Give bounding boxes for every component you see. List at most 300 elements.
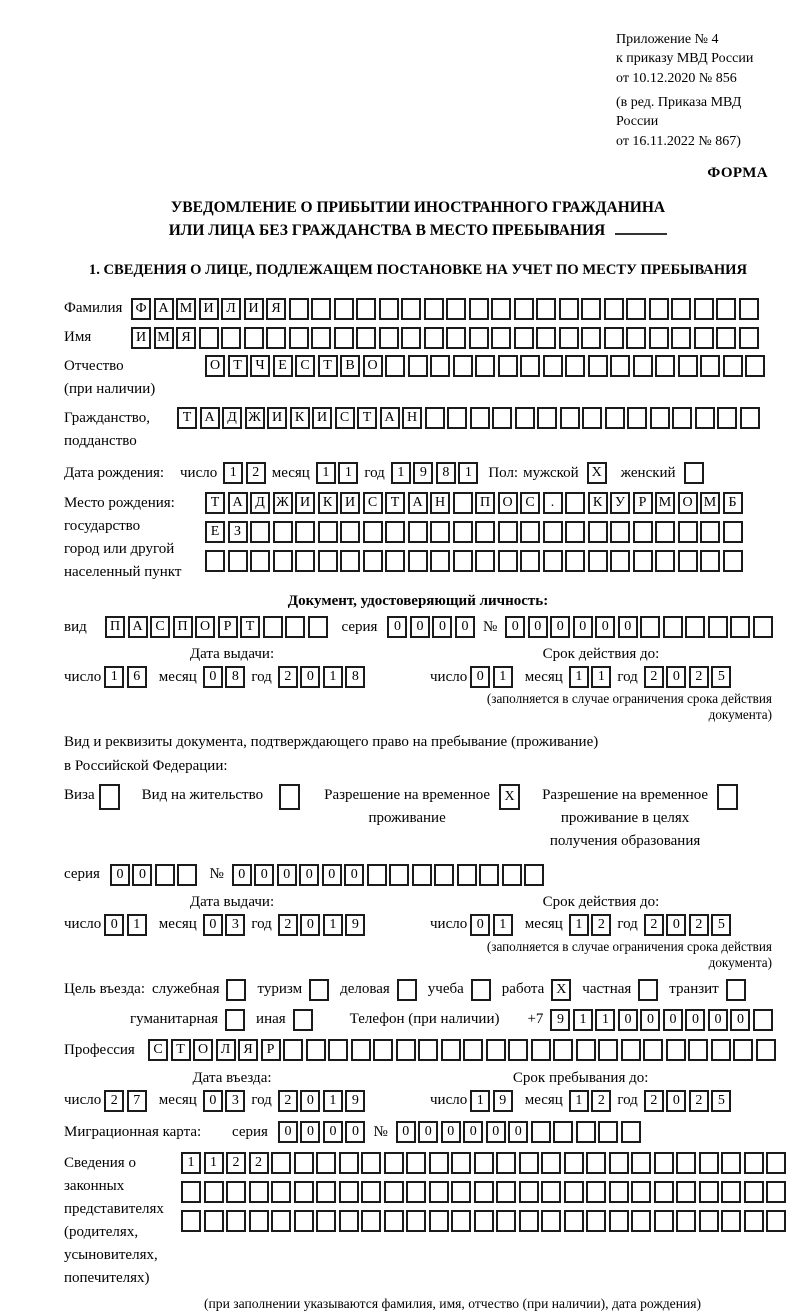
char-cell[interactable] bbox=[295, 521, 315, 543]
char-cell[interactable]: М bbox=[655, 492, 675, 514]
char-cell[interactable] bbox=[604, 298, 624, 320]
char-cell[interactable] bbox=[514, 327, 534, 349]
char-cell[interactable] bbox=[334, 298, 354, 320]
char-cell[interactable] bbox=[699, 1210, 719, 1232]
char-cell[interactable]: 5 bbox=[711, 666, 731, 688]
char-cell[interactable] bbox=[453, 521, 473, 543]
char-cell[interactable] bbox=[318, 521, 338, 543]
char-cell[interactable] bbox=[396, 1039, 416, 1061]
char-cell[interactable] bbox=[457, 864, 477, 886]
char-cell[interactable] bbox=[451, 1210, 471, 1232]
char-cell[interactable]: 0 bbox=[455, 616, 475, 638]
char-cell[interactable] bbox=[588, 355, 608, 377]
char-cell[interactable] bbox=[519, 1181, 539, 1203]
char-cell[interactable] bbox=[678, 355, 698, 377]
char-cell[interactable]: В bbox=[340, 355, 360, 377]
char-cell[interactable]: Л bbox=[221, 298, 241, 320]
char-cell[interactable] bbox=[721, 1181, 741, 1203]
char-cell[interactable]: И bbox=[199, 298, 219, 320]
char-cell[interactable]: 1 bbox=[458, 462, 478, 484]
char-cell[interactable] bbox=[328, 1039, 348, 1061]
char-cell[interactable]: 1 bbox=[323, 666, 343, 688]
char-cell[interactable]: С bbox=[295, 355, 315, 377]
char-cell[interactable] bbox=[649, 298, 669, 320]
char-cell[interactable] bbox=[586, 1210, 606, 1232]
char-cell[interactable] bbox=[678, 521, 698, 543]
char-cell[interactable]: 2 bbox=[644, 1090, 664, 1112]
char-cell[interactable]: 8 bbox=[225, 666, 245, 688]
char-cell[interactable]: 1 bbox=[470, 1090, 490, 1112]
char-cell[interactable] bbox=[564, 1210, 584, 1232]
char-cell[interactable]: X bbox=[499, 784, 520, 810]
char-cell[interactable] bbox=[496, 1210, 516, 1232]
char-cell[interactable] bbox=[491, 298, 511, 320]
char-cell[interactable] bbox=[598, 1121, 618, 1143]
char-cell[interactable] bbox=[694, 298, 714, 320]
char-cell[interactable] bbox=[384, 1210, 404, 1232]
char-cell[interactable] bbox=[553, 1039, 573, 1061]
char-cell[interactable] bbox=[273, 550, 293, 572]
char-cell[interactable] bbox=[316, 1181, 336, 1203]
char-cell[interactable] bbox=[716, 327, 736, 349]
char-cell[interactable]: У bbox=[610, 492, 630, 514]
char-cell[interactable]: 1 bbox=[493, 914, 513, 936]
char-cell[interactable]: 2 bbox=[226, 1152, 246, 1174]
char-cell[interactable] bbox=[672, 407, 692, 429]
char-cell[interactable]: 0 bbox=[232, 864, 252, 886]
char-cell[interactable]: 0 bbox=[300, 1090, 320, 1112]
char-cell[interactable]: Т bbox=[240, 616, 260, 638]
char-cell[interactable]: 9 bbox=[550, 1009, 570, 1031]
char-cell[interactable]: 2 bbox=[591, 914, 611, 936]
char-cell[interactable] bbox=[397, 979, 417, 1001]
char-cell[interactable]: А bbox=[128, 616, 148, 638]
char-cell[interactable]: 0 bbox=[470, 914, 490, 936]
char-cell[interactable] bbox=[543, 550, 563, 572]
char-cell[interactable]: К bbox=[318, 492, 338, 514]
char-cell[interactable]: Б bbox=[723, 492, 743, 514]
char-cell[interactable]: 1 bbox=[569, 666, 589, 688]
char-cell[interactable]: 0 bbox=[300, 914, 320, 936]
char-cell[interactable] bbox=[565, 550, 585, 572]
char-cell[interactable] bbox=[263, 616, 283, 638]
char-cell[interactable] bbox=[559, 327, 579, 349]
char-cell[interactable]: 2 bbox=[249, 1152, 269, 1174]
char-cell[interactable] bbox=[294, 1181, 314, 1203]
char-cell[interactable] bbox=[250, 521, 270, 543]
char-cell[interactable] bbox=[576, 1039, 596, 1061]
char-cell[interactable] bbox=[226, 979, 246, 1001]
char-cell[interactable] bbox=[514, 298, 534, 320]
char-cell[interactable] bbox=[626, 298, 646, 320]
char-cell[interactable]: 0 bbox=[300, 666, 320, 688]
char-cell[interactable]: 0 bbox=[299, 864, 319, 886]
char-cell[interactable] bbox=[295, 550, 315, 572]
char-cell[interactable]: Д bbox=[250, 492, 270, 514]
char-cell[interactable] bbox=[293, 1009, 313, 1031]
char-cell[interactable] bbox=[610, 550, 630, 572]
char-cell[interactable]: 0 bbox=[432, 616, 452, 638]
char-cell[interactable]: О bbox=[498, 492, 518, 514]
char-cell[interactable]: 1 bbox=[569, 914, 589, 936]
char-cell[interactable] bbox=[586, 1181, 606, 1203]
char-cell[interactable]: 0 bbox=[618, 1009, 638, 1031]
char-cell[interactable] bbox=[605, 407, 625, 429]
char-cell[interactable] bbox=[756, 1039, 776, 1061]
char-cell[interactable] bbox=[384, 1181, 404, 1203]
char-cell[interactable] bbox=[412, 864, 432, 886]
char-cell[interactable] bbox=[205, 550, 225, 572]
char-cell[interactable] bbox=[463, 1039, 483, 1061]
char-cell[interactable]: С bbox=[148, 1039, 168, 1061]
char-cell[interactable]: 2 bbox=[278, 1090, 298, 1112]
char-cell[interactable]: 2 bbox=[278, 914, 298, 936]
char-cell[interactable]: 0 bbox=[730, 1009, 750, 1031]
char-cell[interactable] bbox=[363, 550, 383, 572]
char-cell[interactable] bbox=[708, 616, 728, 638]
char-cell[interactable] bbox=[244, 327, 264, 349]
char-cell[interactable] bbox=[508, 1039, 528, 1061]
char-cell[interactable] bbox=[401, 298, 421, 320]
char-cell[interactable]: 9 bbox=[345, 1090, 365, 1112]
char-cell[interactable]: Ж bbox=[245, 407, 265, 429]
char-cell[interactable] bbox=[311, 327, 331, 349]
char-cell[interactable]: 0 bbox=[508, 1121, 528, 1143]
char-cell[interactable] bbox=[502, 864, 522, 886]
char-cell[interactable] bbox=[739, 327, 759, 349]
char-cell[interactable]: И bbox=[295, 492, 315, 514]
char-cell[interactable] bbox=[598, 1039, 618, 1061]
char-cell[interactable]: 0 bbox=[344, 864, 364, 886]
char-cell[interactable] bbox=[543, 355, 563, 377]
char-cell[interactable] bbox=[389, 864, 409, 886]
char-cell[interactable] bbox=[316, 1210, 336, 1232]
char-cell[interactable] bbox=[626, 327, 646, 349]
char-cell[interactable] bbox=[537, 407, 557, 429]
char-cell[interactable] bbox=[308, 616, 328, 638]
char-cell[interactable] bbox=[524, 864, 544, 886]
char-cell[interactable]: Т bbox=[385, 492, 405, 514]
char-cell[interactable]: 0 bbox=[685, 1009, 705, 1031]
char-cell[interactable] bbox=[498, 521, 518, 543]
char-cell[interactable] bbox=[654, 1210, 674, 1232]
char-cell[interactable] bbox=[700, 550, 720, 572]
char-cell[interactable] bbox=[700, 355, 720, 377]
char-cell[interactable] bbox=[723, 521, 743, 543]
char-cell[interactable]: 2 bbox=[689, 914, 709, 936]
char-cell[interactable]: 0 bbox=[410, 616, 430, 638]
char-cell[interactable] bbox=[560, 407, 580, 429]
char-cell[interactable] bbox=[678, 550, 698, 572]
char-cell[interactable] bbox=[520, 355, 540, 377]
char-cell[interactable] bbox=[663, 616, 683, 638]
char-cell[interactable] bbox=[688, 1039, 708, 1061]
char-cell[interactable] bbox=[588, 550, 608, 572]
char-cell[interactable]: 0 bbox=[505, 616, 525, 638]
char-cell[interactable]: И bbox=[340, 492, 360, 514]
char-cell[interactable]: 1 bbox=[569, 1090, 589, 1112]
char-cell[interactable] bbox=[621, 1039, 641, 1061]
char-cell[interactable] bbox=[486, 1039, 506, 1061]
char-cell[interactable]: 0 bbox=[323, 1121, 343, 1143]
char-cell[interactable] bbox=[408, 355, 428, 377]
char-cell[interactable] bbox=[385, 355, 405, 377]
char-cell[interactable] bbox=[695, 407, 715, 429]
char-cell[interactable] bbox=[744, 1181, 764, 1203]
char-cell[interactable] bbox=[446, 298, 466, 320]
char-cell[interactable] bbox=[453, 355, 473, 377]
char-cell[interactable] bbox=[155, 864, 175, 886]
char-cell[interactable] bbox=[685, 616, 705, 638]
char-cell[interactable]: 0 bbox=[666, 666, 686, 688]
char-cell[interactable] bbox=[373, 1039, 393, 1061]
char-cell[interactable] bbox=[581, 298, 601, 320]
char-cell[interactable]: Е bbox=[205, 521, 225, 543]
char-cell[interactable]: 1 bbox=[127, 914, 147, 936]
char-cell[interactable]: Р bbox=[218, 616, 238, 638]
char-cell[interactable]: М bbox=[700, 492, 720, 514]
char-cell[interactable]: 8 bbox=[436, 462, 456, 484]
char-cell[interactable]: 1 bbox=[493, 666, 513, 688]
char-cell[interactable] bbox=[610, 355, 630, 377]
char-cell[interactable] bbox=[379, 327, 399, 349]
char-cell[interactable] bbox=[181, 1181, 201, 1203]
char-cell[interactable]: 2 bbox=[689, 1090, 709, 1112]
char-cell[interactable] bbox=[582, 407, 602, 429]
char-cell[interactable]: 0 bbox=[110, 864, 130, 886]
char-cell[interactable]: Р bbox=[633, 492, 653, 514]
char-cell[interactable]: 1 bbox=[323, 914, 343, 936]
char-cell[interactable]: М bbox=[176, 298, 196, 320]
char-cell[interactable]: О bbox=[205, 355, 225, 377]
char-cell[interactable] bbox=[289, 327, 309, 349]
char-cell[interactable] bbox=[564, 1181, 584, 1203]
char-cell[interactable] bbox=[717, 407, 737, 429]
char-cell[interactable]: 6 bbox=[127, 666, 147, 688]
char-cell[interactable]: Д bbox=[222, 407, 242, 429]
char-cell[interactable] bbox=[565, 355, 585, 377]
char-cell[interactable]: З bbox=[228, 521, 248, 543]
char-cell[interactable]: Е bbox=[273, 355, 293, 377]
char-cell[interactable]: 1 bbox=[573, 1009, 593, 1031]
char-cell[interactable] bbox=[536, 298, 556, 320]
char-cell[interactable] bbox=[671, 327, 691, 349]
char-cell[interactable] bbox=[559, 298, 579, 320]
char-cell[interactable] bbox=[610, 521, 630, 543]
char-cell[interactable]: 0 bbox=[203, 666, 223, 688]
char-cell[interactable] bbox=[221, 327, 241, 349]
char-cell[interactable] bbox=[565, 492, 585, 514]
char-cell[interactable] bbox=[361, 1181, 381, 1203]
char-cell[interactable] bbox=[676, 1210, 696, 1232]
char-cell[interactable] bbox=[588, 521, 608, 543]
char-cell[interactable] bbox=[519, 1210, 539, 1232]
char-cell[interactable] bbox=[716, 298, 736, 320]
char-cell[interactable] bbox=[451, 1181, 471, 1203]
char-cell[interactable]: 1 bbox=[223, 462, 243, 484]
char-cell[interactable]: 0 bbox=[203, 1090, 223, 1112]
char-cell[interactable] bbox=[470, 407, 490, 429]
char-cell[interactable] bbox=[536, 327, 556, 349]
char-cell[interactable]: А bbox=[380, 407, 400, 429]
char-cell[interactable]: 1 bbox=[591, 666, 611, 688]
char-cell[interactable] bbox=[339, 1181, 359, 1203]
char-cell[interactable] bbox=[745, 355, 765, 377]
char-cell[interactable] bbox=[385, 550, 405, 572]
char-cell[interactable] bbox=[424, 327, 444, 349]
char-cell[interactable]: 1 bbox=[204, 1152, 224, 1174]
char-cell[interactable] bbox=[266, 327, 286, 349]
char-cell[interactable]: О bbox=[195, 616, 215, 638]
char-cell[interactable]: 3 bbox=[225, 914, 245, 936]
char-cell[interactable]: О bbox=[678, 492, 698, 514]
char-cell[interactable] bbox=[520, 521, 540, 543]
char-cell[interactable]: Я bbox=[176, 327, 196, 349]
char-cell[interactable]: . bbox=[543, 492, 563, 514]
char-cell[interactable] bbox=[633, 355, 653, 377]
char-cell[interactable]: 0 bbox=[550, 616, 570, 638]
char-cell[interactable] bbox=[441, 1039, 461, 1061]
char-cell[interactable] bbox=[430, 550, 450, 572]
char-cell[interactable]: 0 bbox=[277, 864, 297, 886]
char-cell[interactable] bbox=[609, 1181, 629, 1203]
char-cell[interactable] bbox=[430, 521, 450, 543]
char-cell[interactable] bbox=[469, 327, 489, 349]
char-cell[interactable] bbox=[723, 550, 743, 572]
char-cell[interactable]: 0 bbox=[254, 864, 274, 886]
char-cell[interactable]: 7 bbox=[127, 1090, 147, 1112]
char-cell[interactable] bbox=[474, 1210, 494, 1232]
char-cell[interactable] bbox=[99, 784, 120, 810]
char-cell[interactable] bbox=[361, 1210, 381, 1232]
char-cell[interactable] bbox=[553, 1121, 573, 1143]
char-cell[interactable] bbox=[492, 407, 512, 429]
char-cell[interactable] bbox=[285, 616, 305, 638]
char-cell[interactable] bbox=[491, 327, 511, 349]
char-cell[interactable] bbox=[430, 355, 450, 377]
char-cell[interactable]: 8 bbox=[345, 666, 365, 688]
char-cell[interactable] bbox=[700, 521, 720, 543]
char-cell[interactable] bbox=[356, 298, 376, 320]
char-cell[interactable]: 3 bbox=[225, 1090, 245, 1112]
char-cell[interactable] bbox=[271, 1181, 291, 1203]
char-cell[interactable] bbox=[425, 407, 445, 429]
char-cell[interactable] bbox=[717, 784, 738, 810]
char-cell[interactable]: Ф bbox=[131, 298, 151, 320]
char-cell[interactable] bbox=[340, 521, 360, 543]
char-cell[interactable] bbox=[363, 521, 383, 543]
char-cell[interactable] bbox=[711, 1039, 731, 1061]
char-cell[interactable] bbox=[475, 521, 495, 543]
char-cell[interactable] bbox=[479, 864, 499, 886]
char-cell[interactable]: 2 bbox=[246, 462, 266, 484]
char-cell[interactable] bbox=[446, 327, 466, 349]
char-cell[interactable]: Я bbox=[238, 1039, 258, 1061]
char-cell[interactable] bbox=[609, 1210, 629, 1232]
char-cell[interactable] bbox=[633, 521, 653, 543]
char-cell[interactable] bbox=[469, 298, 489, 320]
char-cell[interactable] bbox=[721, 1210, 741, 1232]
char-cell[interactable]: 5 bbox=[711, 914, 731, 936]
char-cell[interactable]: 1 bbox=[338, 462, 358, 484]
char-cell[interactable]: П bbox=[105, 616, 125, 638]
char-cell[interactable] bbox=[204, 1181, 224, 1203]
char-cell[interactable]: 1 bbox=[323, 1090, 343, 1112]
char-cell[interactable]: 1 bbox=[104, 666, 124, 688]
char-cell[interactable]: Н bbox=[430, 492, 450, 514]
char-cell[interactable]: О bbox=[363, 355, 383, 377]
char-cell[interactable] bbox=[649, 327, 669, 349]
char-cell[interactable]: 0 bbox=[322, 864, 342, 886]
char-cell[interactable]: А bbox=[200, 407, 220, 429]
char-cell[interactable] bbox=[226, 1181, 246, 1203]
char-cell[interactable] bbox=[356, 327, 376, 349]
char-cell[interactable] bbox=[339, 1210, 359, 1232]
char-cell[interactable] bbox=[541, 1181, 561, 1203]
char-cell[interactable] bbox=[351, 1039, 371, 1061]
char-cell[interactable]: 9 bbox=[345, 914, 365, 936]
char-cell[interactable] bbox=[406, 1210, 426, 1232]
char-cell[interactable]: 0 bbox=[396, 1121, 416, 1143]
char-cell[interactable] bbox=[726, 979, 746, 1001]
char-cell[interactable]: 0 bbox=[573, 616, 593, 638]
char-cell[interactable] bbox=[226, 1210, 246, 1232]
char-cell[interactable]: 1 bbox=[595, 1009, 615, 1031]
char-cell[interactable] bbox=[385, 521, 405, 543]
char-cell[interactable] bbox=[496, 1181, 516, 1203]
char-cell[interactable] bbox=[279, 784, 300, 810]
char-cell[interactable]: Т bbox=[357, 407, 377, 429]
char-cell[interactable] bbox=[340, 550, 360, 572]
char-cell[interactable]: М bbox=[154, 327, 174, 349]
char-cell[interactable] bbox=[471, 979, 491, 1001]
char-cell[interactable]: Р bbox=[261, 1039, 281, 1061]
char-cell[interactable] bbox=[520, 550, 540, 572]
char-cell[interactable] bbox=[273, 521, 293, 543]
char-cell[interactable] bbox=[643, 1039, 663, 1061]
char-cell[interactable] bbox=[739, 298, 759, 320]
char-cell[interactable] bbox=[631, 1181, 651, 1203]
char-cell[interactable]: 0 bbox=[666, 1090, 686, 1112]
char-cell[interactable]: Т bbox=[205, 492, 225, 514]
char-cell[interactable] bbox=[424, 298, 444, 320]
char-cell[interactable] bbox=[311, 298, 331, 320]
char-cell[interactable] bbox=[565, 521, 585, 543]
char-cell[interactable] bbox=[474, 1181, 494, 1203]
char-cell[interactable]: Л bbox=[216, 1039, 236, 1061]
char-cell[interactable]: 0 bbox=[595, 616, 615, 638]
char-cell[interactable]: 0 bbox=[470, 666, 490, 688]
char-cell[interactable]: С bbox=[335, 407, 355, 429]
char-cell[interactable] bbox=[306, 1039, 326, 1061]
char-cell[interactable] bbox=[228, 550, 248, 572]
char-cell[interactable]: Ч bbox=[250, 355, 270, 377]
char-cell[interactable] bbox=[318, 550, 338, 572]
char-cell[interactable] bbox=[699, 1181, 719, 1203]
char-cell[interactable] bbox=[655, 521, 675, 543]
char-cell[interactable]: 0 bbox=[387, 616, 407, 638]
char-cell[interactable] bbox=[199, 327, 219, 349]
char-cell[interactable] bbox=[655, 550, 675, 572]
char-cell[interactable] bbox=[633, 550, 653, 572]
char-cell[interactable] bbox=[447, 407, 467, 429]
char-cell[interactable] bbox=[379, 298, 399, 320]
char-cell[interactable]: Т bbox=[228, 355, 248, 377]
char-cell[interactable] bbox=[581, 327, 601, 349]
char-cell[interactable] bbox=[204, 1210, 224, 1232]
char-cell[interactable] bbox=[576, 1121, 596, 1143]
char-cell[interactable]: 0 bbox=[528, 616, 548, 638]
